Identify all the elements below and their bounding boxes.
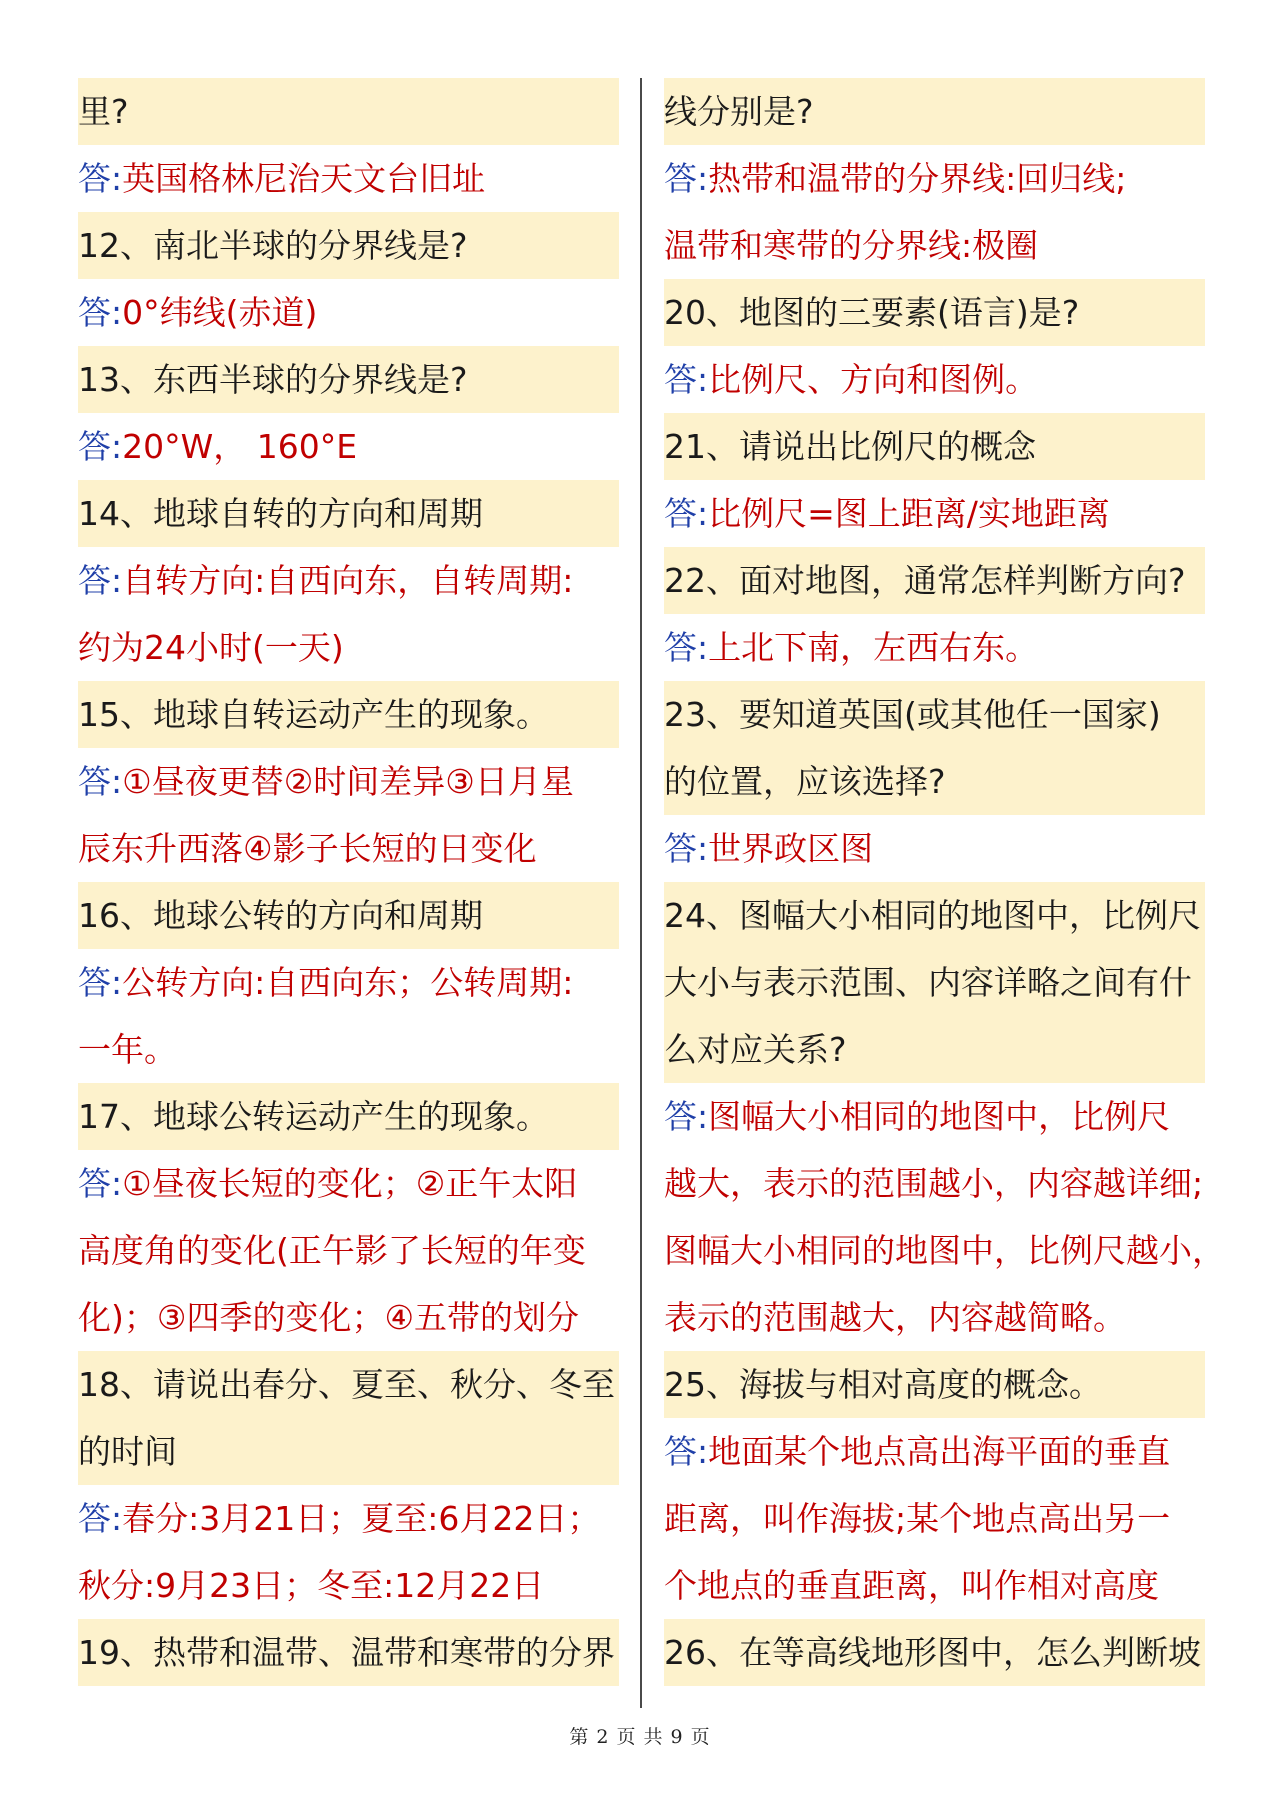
answer-line bbox=[664, 480, 1205, 547]
answer-line bbox=[664, 1485, 1205, 1552]
question-text: 12、南北半球的分界线是? bbox=[78, 226, 468, 265]
answer-label: 答: bbox=[664, 1432, 709, 1471]
answer-label: 答: bbox=[78, 159, 123, 198]
left-column bbox=[78, 78, 619, 1686]
answer-label: 答: bbox=[664, 628, 709, 667]
question-text: 16、地球公转的方向和周期 bbox=[78, 896, 483, 935]
answer-text: 图幅大小相同的地图中，比例尺 bbox=[708, 1097, 1171, 1136]
question-text: 26、在等高线地形图中，怎么判断坡 bbox=[664, 1633, 1201, 1672]
answer-text: 公转方向:自西向东；公转周期: bbox=[122, 963, 574, 1002]
answer-text: 个地点的垂直距离，叫作相对高度 bbox=[664, 1566, 1159, 1605]
answer-label: 答: bbox=[78, 561, 123, 600]
question-line bbox=[664, 1016, 1205, 1083]
answer-line bbox=[664, 1284, 1205, 1351]
question-line bbox=[78, 346, 619, 413]
question-line bbox=[78, 1351, 619, 1418]
answer-text: ①昼夜更替②时间差异③日月星 bbox=[122, 762, 574, 801]
question-line bbox=[78, 882, 619, 949]
right-column bbox=[664, 78, 1225, 1686]
question-line bbox=[664, 882, 1205, 949]
answer-text: 辰东升西落④影子长短的日变化 bbox=[78, 829, 537, 868]
answer-text: 热带和温带的分界线:回归线; bbox=[708, 159, 1127, 198]
answer-line bbox=[78, 413, 619, 480]
question-line bbox=[664, 279, 1205, 346]
answer-label: 答: bbox=[78, 762, 123, 801]
column-divider bbox=[640, 78, 642, 1708]
question-line bbox=[664, 78, 1205, 145]
answer-label: 答: bbox=[664, 829, 709, 868]
answer-text: 20°W， 160°E bbox=[122, 427, 358, 466]
answer-text: 化)；③四季的变化；④五带的划分 bbox=[78, 1298, 580, 1337]
answer-line bbox=[664, 1217, 1225, 1284]
answer-label: 答: bbox=[78, 1499, 123, 1538]
answer-label: 答: bbox=[664, 494, 709, 533]
answer-line bbox=[664, 212, 1205, 279]
answer-text: 世界政区图 bbox=[708, 829, 874, 868]
question-text: 22、面对地图，通常怎样判断方向? bbox=[664, 561, 1186, 600]
question-text: 线分别是? bbox=[664, 92, 814, 131]
answer-line bbox=[664, 1418, 1205, 1485]
question-text: 的位置，应该选择? bbox=[664, 762, 946, 801]
answer-line bbox=[664, 614, 1205, 681]
question-text: 20、地图的三要素(语言)是? bbox=[664, 293, 1080, 332]
question-line bbox=[664, 1619, 1205, 1686]
question-text: 13、东西半球的分界线是? bbox=[78, 360, 468, 399]
question-text: 21、请说出比例尺的概念 bbox=[664, 427, 1036, 466]
answer-line bbox=[664, 1150, 1205, 1217]
question-line bbox=[664, 681, 1205, 748]
answer-line bbox=[78, 279, 619, 346]
answer-text: 地面某个地点高出海平面的垂直 bbox=[708, 1432, 1171, 1471]
question-line bbox=[78, 681, 619, 748]
answer-text: 表示的范围越大，内容越简略。 bbox=[664, 1298, 1126, 1337]
answer-text: 上北下南，左西右东。 bbox=[708, 628, 1039, 667]
answer-line bbox=[78, 145, 619, 212]
answer-line bbox=[664, 145, 1205, 212]
page-footer: 第 2 页 共 9 页 bbox=[569, 1726, 711, 1748]
question-text: 么对应关系? bbox=[664, 1030, 847, 1069]
answer-label: 答: bbox=[78, 1164, 123, 1203]
answer-text: 图幅大小相同的地图中，比例尺越小， bbox=[664, 1231, 1225, 1270]
answer-line bbox=[78, 1150, 619, 1217]
question-line bbox=[664, 949, 1205, 1016]
answer-line bbox=[78, 1016, 619, 1083]
answer-text: 0°纬线(赤道) bbox=[122, 293, 318, 332]
answer-line bbox=[78, 949, 619, 1016]
answer-text: 越大，表示的范围越小，内容越详细; bbox=[664, 1164, 1204, 1203]
question-line bbox=[78, 1418, 619, 1485]
answer-line bbox=[78, 815, 619, 882]
question-text: 25、海拔与相对高度的概念。 bbox=[664, 1365, 1102, 1404]
answer-text: 距离，叫作海拔;某个地点高出另一 bbox=[664, 1499, 1171, 1538]
question-text: 18、请说出春分、夏至、秋分、冬至 bbox=[78, 1365, 615, 1404]
answer-line bbox=[78, 1552, 619, 1619]
question-text: 17、地球公转运动产生的现象。 bbox=[78, 1097, 549, 1136]
answer-text: ①昼夜长短的变化；②正午太阳 bbox=[122, 1164, 578, 1203]
question-line bbox=[78, 1619, 619, 1686]
answer-text: 自转方向:自西向东，自转周期: bbox=[122, 561, 574, 600]
answer-label: 答: bbox=[664, 159, 709, 198]
answer-label: 答: bbox=[664, 360, 709, 399]
answer-text: 一年。 bbox=[78, 1030, 177, 1069]
answer-line bbox=[78, 748, 619, 815]
question-line bbox=[78, 480, 619, 547]
question-line bbox=[664, 413, 1205, 480]
question-text: 19、热带和温带、温带和寒带的分界 bbox=[78, 1633, 615, 1672]
question-line bbox=[664, 1351, 1205, 1418]
question-line bbox=[78, 1083, 619, 1150]
answer-line bbox=[78, 1217, 619, 1284]
question-text: 23、要知道英国(或其他任一国家) bbox=[664, 695, 1161, 734]
answer-line bbox=[664, 1552, 1205, 1619]
answer-line bbox=[78, 1284, 619, 1351]
question-line bbox=[78, 78, 619, 145]
answer-label: 答: bbox=[78, 427, 123, 466]
answer-label: 答: bbox=[78, 963, 123, 1002]
answer-text: 英国格林尼治天文台旧址 bbox=[122, 159, 486, 198]
answer-line bbox=[78, 614, 619, 681]
answer-text: 春分:3月21日；夏至:6月22日； bbox=[122, 1499, 601, 1538]
question-text: 大小与表示范围、内容详略之间有什 bbox=[664, 963, 1192, 1002]
question-text: 的时间 bbox=[78, 1432, 177, 1471]
answer-line bbox=[78, 547, 619, 614]
answer-line bbox=[664, 1083, 1205, 1150]
question-text: 15、地球自转运动产生的现象。 bbox=[78, 695, 549, 734]
answer-line bbox=[664, 815, 1205, 882]
question-line bbox=[78, 212, 619, 279]
answer-text: 高度角的变化(正午影了长短的年变 bbox=[78, 1231, 586, 1270]
answer-text: 约为24小时(一天) bbox=[78, 628, 344, 667]
question-text: 里? bbox=[78, 92, 129, 131]
answer-text: 比例尺、方向和图例。 bbox=[708, 360, 1039, 399]
question-line bbox=[664, 748, 1205, 815]
question-text: 14、地球自转的方向和周期 bbox=[78, 494, 483, 533]
answer-line bbox=[664, 346, 1205, 413]
answer-text: 温带和寒带的分界线:极圈 bbox=[664, 226, 1039, 265]
answer-label: 答: bbox=[664, 1097, 709, 1136]
answer-line bbox=[78, 1485, 619, 1552]
answer-text: 比例尺=图上距离/实地距离 bbox=[708, 494, 1110, 533]
answer-label: 答: bbox=[78, 293, 123, 332]
answer-text: 秋分:9月23日；冬至:12月22日 bbox=[78, 1566, 545, 1605]
question-line bbox=[664, 547, 1205, 614]
question-text: 24、图幅大小相同的地图中，比例尺 bbox=[664, 896, 1201, 935]
